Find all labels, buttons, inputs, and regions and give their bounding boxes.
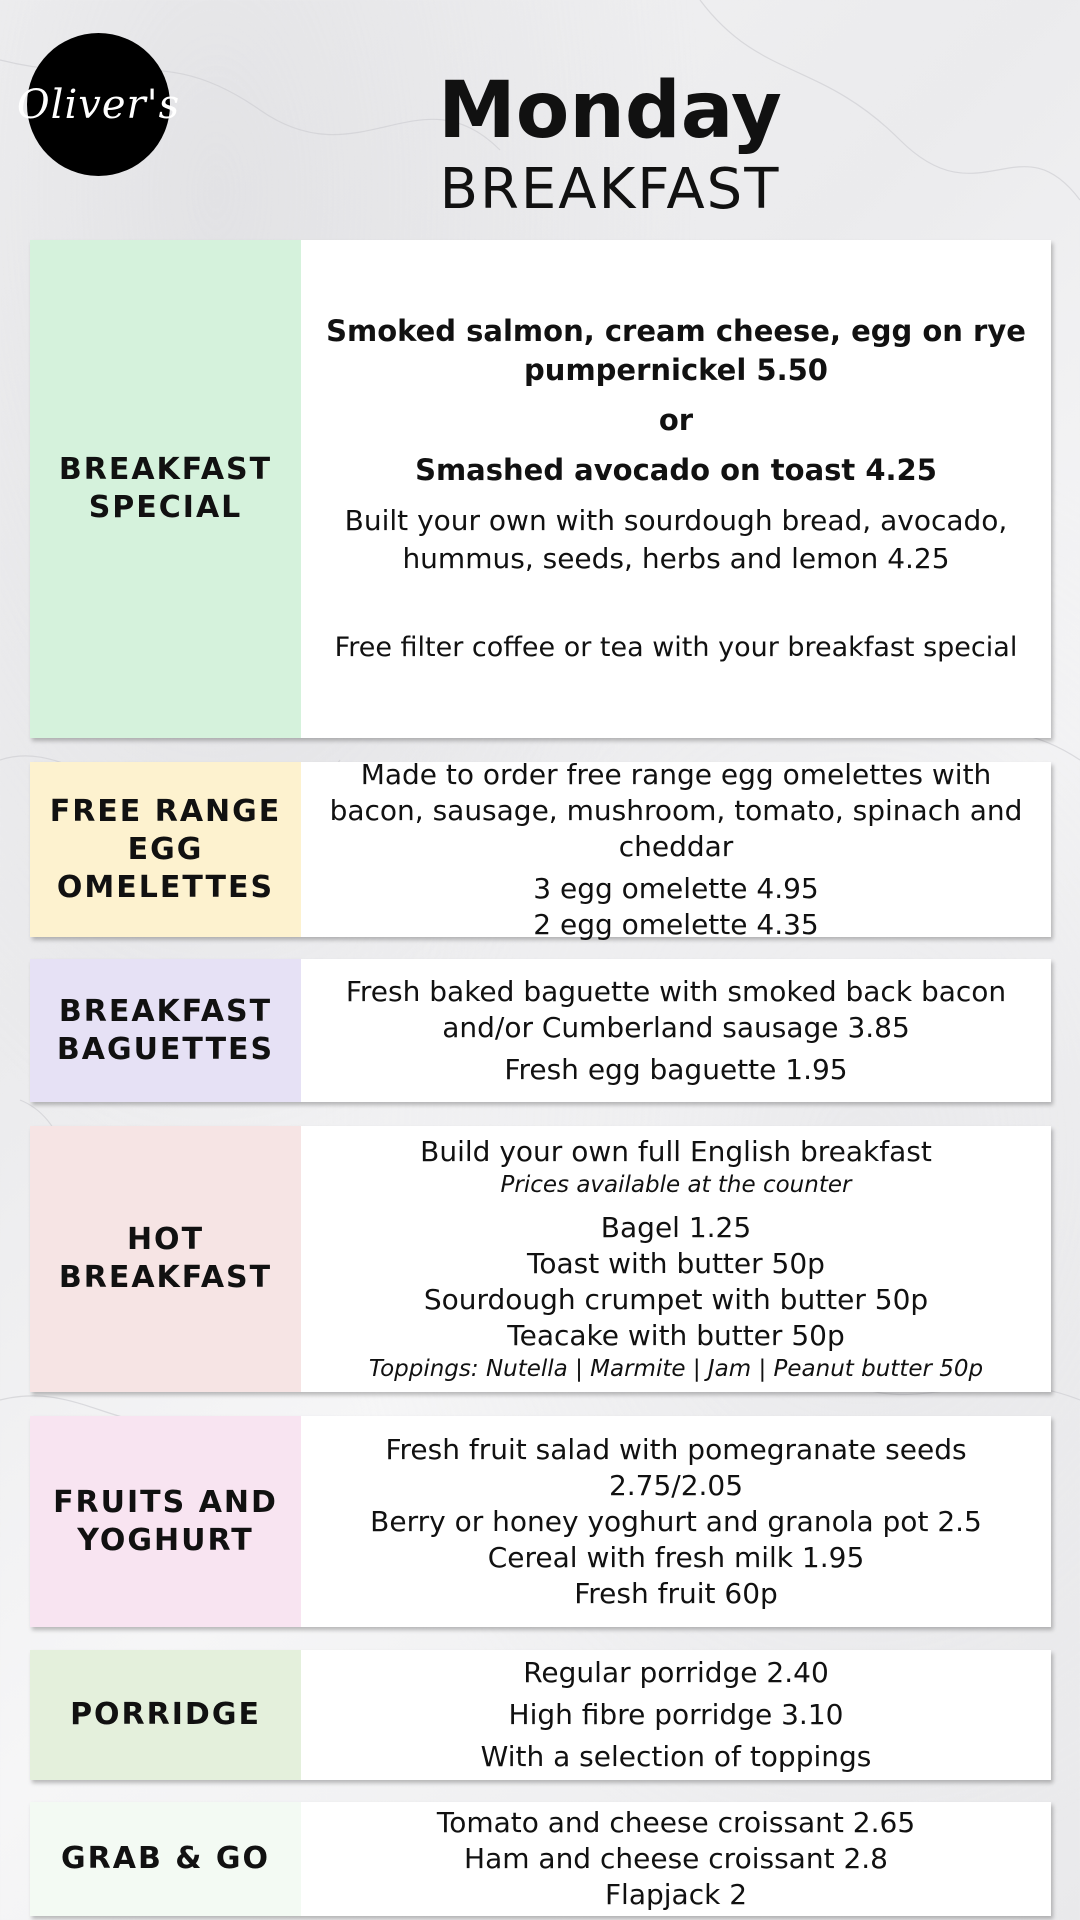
menu-item: Teacake with butter 50p bbox=[507, 1319, 845, 1352]
menu-item: Cereal with fresh milk 1.95 bbox=[487, 1540, 865, 1574]
menu-item: Built your own with sourdough bread, avocado, hummus, seeds, herbs and lemon 4.25 bbox=[344, 504, 1008, 575]
menu-item: 3 egg omelette 4.95 bbox=[533, 871, 819, 905]
menu-separator: or bbox=[658, 403, 694, 437]
section-fruits-yoghurt bbox=[30, 1416, 1051, 1627]
menu-item: With a selection of toppings bbox=[480, 1740, 872, 1773]
section-label: HOT BREAKFAST bbox=[30, 1126, 301, 1392]
menu-item: Flapjack 2 bbox=[604, 1878, 748, 1911]
section-content bbox=[301, 1126, 1051, 1392]
section-breakfast-special bbox=[30, 240, 1051, 738]
menu-item: Smoked salmon, cream cheese, egg on rye pumpernickel 5.50 bbox=[326, 314, 1026, 387]
menu-item: Berry or honey yoghurt and granola pot 2.5 bbox=[370, 1504, 982, 1538]
menu-item: Tomato and cheese croissant 2.65 bbox=[436, 1806, 916, 1839]
section-content bbox=[301, 1416, 1051, 1627]
menu-item: Smashed avocado on toast 4.25 bbox=[415, 453, 937, 487]
section-content bbox=[301, 959, 1051, 1102]
logo-text: Oliver's bbox=[16, 81, 181, 128]
page-subtitle: BREAKFAST bbox=[439, 157, 781, 222]
menu-item: 2 egg omelette 4.35 bbox=[533, 907, 819, 941]
section-label: FRUITS AND YOGHURT bbox=[30, 1416, 301, 1627]
menu-item: High fibre porridge 3.10 bbox=[508, 1698, 844, 1731]
section-label: PORRIDGE bbox=[30, 1650, 301, 1780]
menu-toppings: Toppings: Nutella | Marmite | Jam | Peanut butter 50p bbox=[368, 1356, 984, 1382]
menu-item: Sourdough crumpet with butter 50p bbox=[423, 1283, 929, 1316]
menu-item: Ham and cheese croissant 2.8 bbox=[464, 1842, 888, 1875]
section-label: GRAB & GO bbox=[30, 1802, 301, 1916]
menu-note: Prices available at the counter bbox=[500, 1172, 852, 1198]
menu-item: Fresh fruit 60p bbox=[574, 1576, 778, 1610]
section-porridge bbox=[30, 1650, 1051, 1780]
page-title: Monday bbox=[438, 66, 782, 156]
section-content bbox=[301, 1802, 1051, 1916]
section-omelettes bbox=[30, 757, 1051, 941]
section-content bbox=[301, 1650, 1051, 1780]
menu-item: Regular porridge 2.40 bbox=[523, 1656, 829, 1689]
menu-item: Fresh fruit salad with pomegranate seeds 2.75/2.05 bbox=[385, 1432, 967, 1502]
section-label: BREAKFAST BAGUETTES bbox=[30, 959, 301, 1102]
section-hot-breakfast bbox=[30, 1126, 1051, 1392]
menu-heading: Build your own full English breakfast bbox=[420, 1135, 932, 1168]
menu-item: Fresh baked baguette with smoked back bacon and/or Cumberland sausage 3.85 bbox=[345, 974, 1007, 1044]
menu-note: Free filter coffee or tea with your breakfast special bbox=[334, 632, 1018, 663]
menu-item: Fresh egg baguette 1.95 bbox=[504, 1052, 848, 1086]
menu-item: Bagel 1.25 bbox=[600, 1211, 752, 1244]
section-content bbox=[301, 757, 1051, 941]
section-grab-and-go bbox=[30, 1802, 1051, 1916]
section-baguettes bbox=[30, 959, 1051, 1102]
menu-item: Toast with butter 50p bbox=[527, 1247, 825, 1280]
section-content bbox=[301, 240, 1051, 738]
section-label: BREAKFAST SPECIAL bbox=[30, 240, 301, 738]
menu-description: Made to order free range egg omelettes with bacon, sausage, mushroom, tomato, spinach and cheddar bbox=[329, 757, 1023, 863]
section-label: FREE RANGE EGG OMELETTES bbox=[30, 762, 301, 937]
